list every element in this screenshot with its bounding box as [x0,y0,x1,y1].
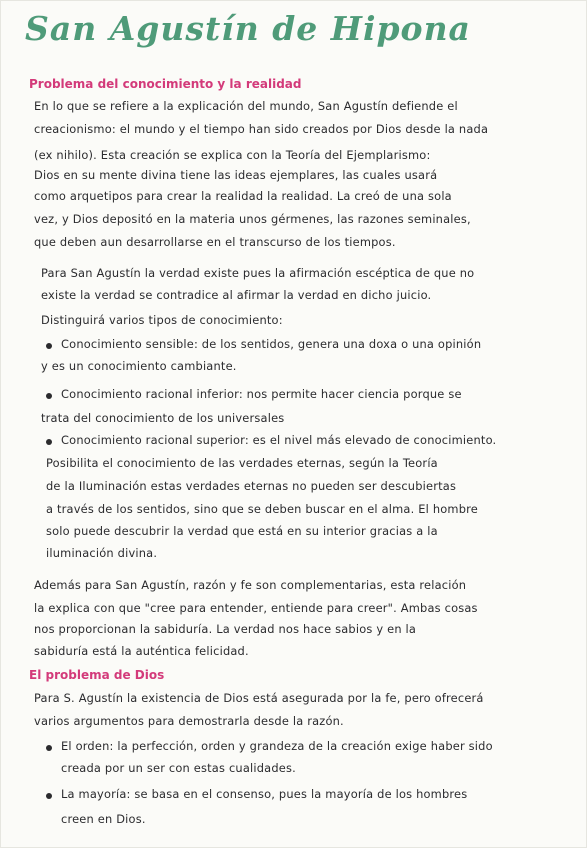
paragraph-line: En lo que se refiere a la explicación del mundo, San Agustín defiende el [34,99,458,113]
bullet-line: Conocimiento racional inferior: nos permite hacer ciencia porque se [61,387,462,401]
paragraph-line: Dios en su mente divina tiene las ideas ejemplares, las cuales usará [34,168,438,182]
bullet-line: a través de los sentidos, sino que se deben buscar en el alma. El hombre [46,502,478,516]
bullet-line: creada por un ser con estas cualidades. [61,761,296,775]
bullet-dot [46,393,52,399]
bullet-line: Posibilita el conocimiento de las verdades eternas, según la Teoría [46,456,438,470]
bullet-dot [46,343,52,349]
bullet-line: iluminación divina. [46,546,158,560]
bullet-line: y es un conocimiento cambiante. [41,359,237,373]
bullet-dot [46,745,52,751]
paragraph-line: la explica con que "cree para entender, entiende para creer". Ambas cosas [34,601,478,615]
bullet-line: Conocimiento sensible: de los sentidos, genera una doxa o una opinión [61,337,482,351]
paragraph-line: sabiduría está la auténtica felicidad. [34,644,249,658]
paragraph-line: varios argumentos para demostrarla desde la razón. [34,714,344,728]
section-title-conocimiento: Problema del conocimiento y la realidad [29,77,302,91]
bullet-line: La mayoría: se basa en el consenso, pues la mayoría de los hombres [61,787,468,801]
bullet-dot [46,793,52,799]
bullet-line: creen en Dios. [61,812,146,826]
paragraph-line: (ex nihilo). Esta creación se explica con la Teoría del Ejemplarismo: [34,148,431,162]
paragraph-line: existe la verdad se contradice al afirmar la verdad en dicho juicio. [41,288,432,302]
paragraph-line: vez, y Dios depositó en la materia unos gérmenes, las razones seminales, [34,212,471,226]
bullet-line: Conocimiento racional superior: es el nivel más elevado de conocimiento. [61,433,497,447]
paragraph-line: Distinguirá varios tipos de conocimiento: [41,313,283,327]
bullet-line: El orden: la perfección, orden y grandeza de la creación exige haber sido [61,739,493,753]
paragraph-line: creacionismo: el mundo y el tiempo han sido creados por Dios desde la nada [34,122,489,136]
bullet-line: solo puede descubrir la verdad que está en su interior gracias a la [46,524,438,538]
bullet-line: de la Iluminación estas verdades eternas no pueden ser descubiertas [46,479,457,493]
bullet-line: trata del conocimiento de los universales [41,411,285,425]
paragraph-line: que deben aun desarrollarse en el transcurso de los tiempos. [34,235,396,249]
page-title: San Agustín de Hipona [25,9,471,48]
paragraph-line: Para San Agustín la verdad existe pues la afirmación escéptica de que no [41,266,475,280]
paragraph-line: nos proporcionan la sabiduría. La verdad nos hace sabios y en la [34,622,417,636]
paragraph-line: Además para San Agustín, razón y fe son complementarias, esta relación [34,578,467,592]
paragraph-line: Para S. Agustín la existencia de Dios está asegurada por la fe, pero ofrecerá [34,691,484,705]
paragraph-line: como arquetipos para crear la realidad la realidad. La creó de una sola [34,189,452,203]
bullet-dot [46,439,52,445]
section-title-dios: El problema de Dios [29,668,165,682]
